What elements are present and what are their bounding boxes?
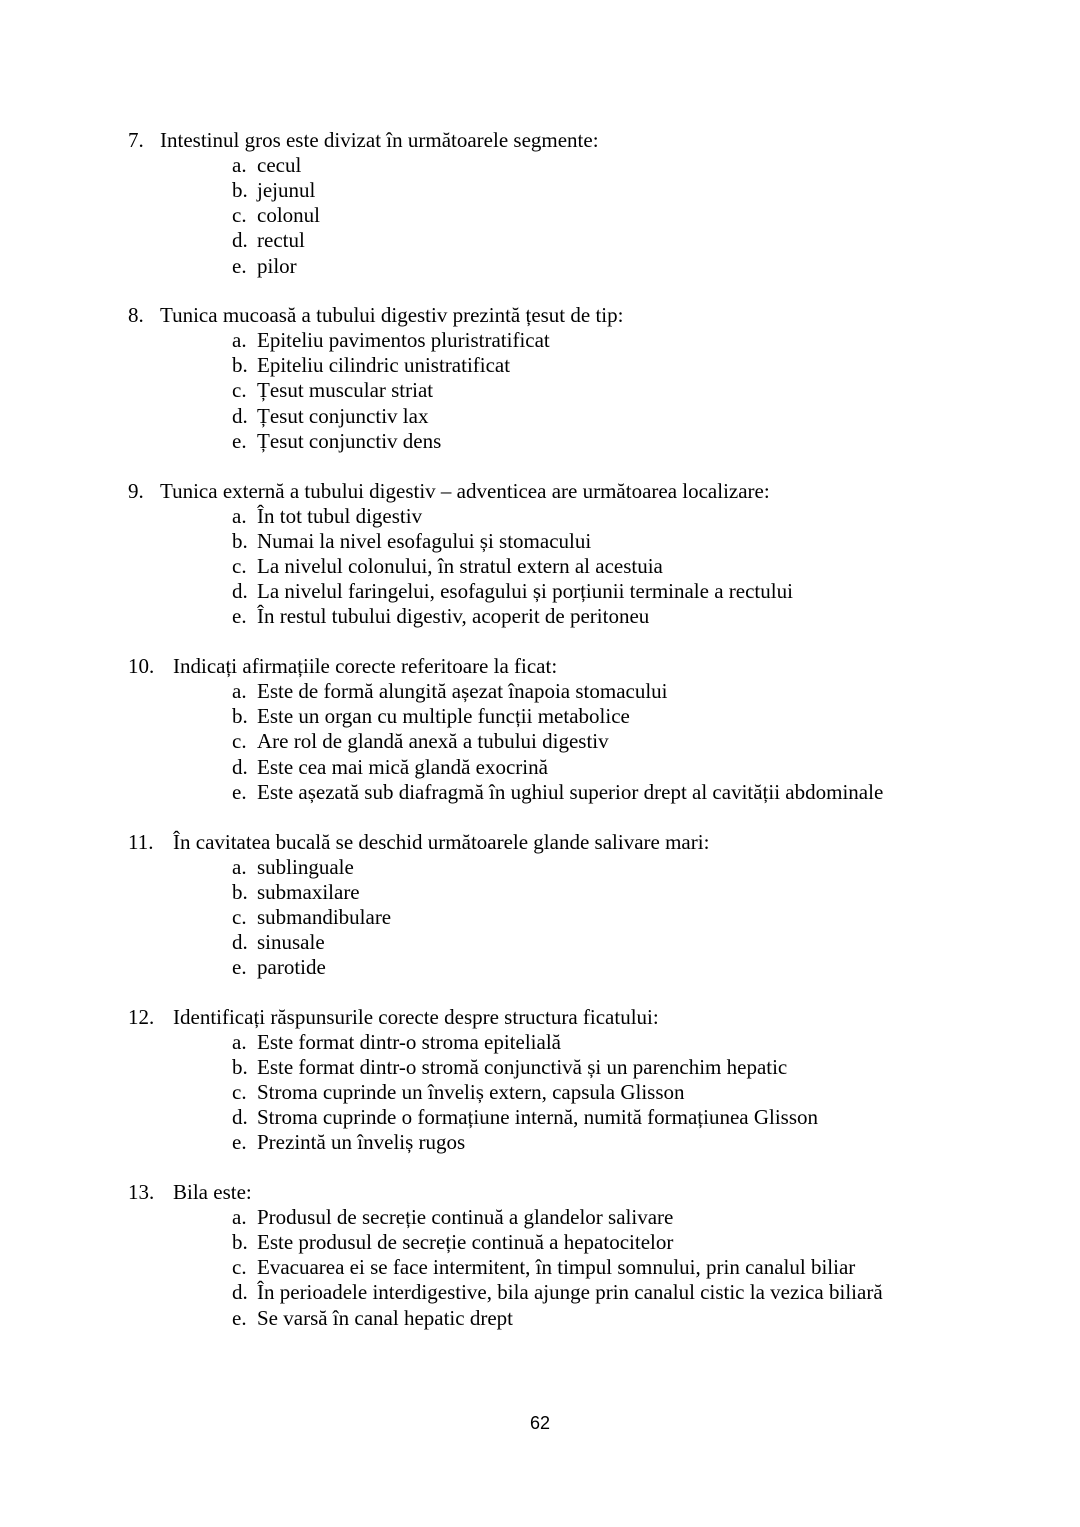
option-9e (232, 604, 649, 629)
option-7a (232, 153, 301, 178)
question-text: Tunica externă a tubului digestiv – adventicea are următoarea localizare: (160, 479, 770, 503)
option-text: În tot tubul digestiv (257, 504, 423, 528)
option-10b (232, 704, 630, 729)
option-letter: c. (232, 203, 247, 227)
option-8c (232, 378, 433, 403)
option-letter: c. (232, 1080, 247, 1104)
option-letter: e. (232, 429, 247, 453)
question-number: 8. (128, 303, 144, 327)
question-text: Indicați afirmațiile corecte referitoare la ficat: (173, 654, 558, 678)
option-letter: c. (232, 729, 247, 753)
option-text: În restul tubului digestiv, acoperit de peritoneu (257, 604, 650, 628)
option-text: sublinguale (257, 855, 354, 879)
option-11e (232, 955, 326, 980)
option-12e (232, 1130, 465, 1155)
option-8b (232, 353, 510, 378)
option-text: Stroma cuprinde un înveliș extern, capsula Glisson (257, 1080, 685, 1104)
option-letter: b. (232, 178, 248, 202)
option-11b (232, 880, 360, 905)
option-text: Se varsă în canal hepatic drept (257, 1306, 513, 1330)
question-text: Tunica mucoasă a tubului digestiv prezintă țesut de tip: (160, 303, 624, 327)
option-letter: e. (232, 1306, 247, 1330)
option-letter: a. (232, 855, 247, 879)
option-text: Este format dintr-o stroma epitelială (257, 1030, 561, 1054)
option-text: Este format dintr-o stromă conjunctivă și un parenchim hepatic (257, 1055, 788, 1079)
option-13e (232, 1306, 513, 1331)
option-letter: d. (232, 755, 248, 779)
question-number: 11. (128, 830, 154, 854)
option-text: Prezintă un înveliș rugos (257, 1130, 466, 1154)
option-text: Este de formă alungită așezat înapoia stomacului (257, 679, 668, 703)
option-letter: a. (232, 153, 247, 177)
option-text: sinusale (257, 930, 325, 954)
option-text: pilor (257, 254, 297, 278)
option-13a (232, 1205, 673, 1230)
option-letter: e. (232, 604, 247, 628)
option-text: submaxilare (257, 880, 360, 904)
question-text: Identificați răspunsurile corecte despre structura ficatului: (173, 1005, 659, 1029)
option-letter: e. (232, 1130, 247, 1154)
option-letter: b. (232, 704, 248, 728)
question-number: 10. (128, 654, 155, 678)
option-11c (232, 905, 391, 930)
option-letter: b. (232, 1055, 248, 1079)
option-9a (232, 504, 422, 529)
option-13d (232, 1280, 883, 1305)
option-7c (232, 203, 320, 228)
option-text: Epiteliu cilindric unistratificat (257, 353, 511, 377)
option-text: Este cea mai mică glandă exocrină (257, 755, 548, 779)
option-text: Țesut conjunctiv lax (257, 404, 429, 428)
option-letter: a. (232, 504, 247, 528)
option-letter: a. (232, 1205, 247, 1229)
option-letter: d. (232, 404, 248, 428)
option-letter: b. (232, 529, 248, 553)
option-text: Țesut conjunctiv dens (257, 429, 442, 453)
option-9c (232, 554, 663, 579)
option-letter: d. (232, 1105, 248, 1129)
option-text: submandibulare (257, 905, 392, 929)
option-10e (232, 780, 883, 805)
option-11d (232, 930, 325, 955)
option-letter: e. (232, 254, 247, 278)
question-text: Intestinul gros este divizat în următoarele segmente: (160, 128, 599, 152)
option-letter: d. (232, 930, 248, 954)
page-number: 62 (529, 1413, 551, 1433)
option-text: La nivelul colonului, în stratul extern al acestuia (257, 554, 663, 578)
question-text: Bila este: (173, 1180, 252, 1204)
option-letter: a. (232, 328, 247, 352)
option-text: colonul (257, 203, 320, 227)
option-7b (232, 178, 315, 203)
option-text: Numai la nivel esofagului și stomacului (257, 529, 592, 553)
option-letter: b. (232, 1230, 248, 1254)
option-13b (232, 1230, 673, 1255)
question-number: 13. (128, 1180, 155, 1204)
option-letter: a. (232, 1030, 247, 1054)
option-text: Este așezată sub diafragmă în ughiul superior drept al cavității abdominale (257, 780, 884, 804)
option-10d (232, 755, 548, 780)
option-12a (232, 1030, 561, 1055)
option-text: jejunul (257, 178, 316, 202)
option-11a (232, 855, 354, 880)
option-letter: d. (232, 1280, 248, 1304)
option-letter: a. (232, 679, 247, 703)
option-10a (232, 679, 668, 704)
option-letter: c. (232, 1255, 247, 1279)
option-letter: b. (232, 353, 248, 377)
question-number: 12. (128, 1005, 155, 1029)
option-text: cecul (257, 153, 302, 177)
option-text: Epiteliu pavimentos pluristratificat (257, 328, 550, 352)
option-text: Stroma cuprinde o formațiune internă, numită formațiunea Glisson (257, 1105, 819, 1129)
question-number: 7. (128, 128, 144, 152)
option-letter: d. (232, 579, 248, 603)
option-letter: c. (232, 554, 247, 578)
option-9b (232, 529, 591, 554)
option-text: Este un organ cu multiple funcții metabolice (257, 704, 630, 728)
option-letter: c. (232, 905, 247, 929)
option-7d (232, 228, 305, 253)
option-13c (232, 1255, 855, 1280)
option-7e (232, 254, 297, 279)
option-8a (232, 328, 550, 353)
option-8e (232, 429, 441, 454)
option-letter: e. (232, 955, 247, 979)
question-number: 9. (128, 479, 144, 503)
option-12b (232, 1055, 787, 1080)
option-letter: e. (232, 780, 247, 804)
option-text: Este produsul de secreție continuă a hepatocitelor (257, 1230, 674, 1254)
option-letter: d. (232, 228, 248, 252)
option-12d (232, 1105, 818, 1130)
option-text: Evacuarea ei se face intermitent, în timpul somnului, prin canalul biliar (257, 1255, 856, 1279)
option-text: Are rol de glandă anexă a tubului digestiv (257, 729, 609, 753)
option-letter: b. (232, 880, 248, 904)
option-text: Țesut muscular striat (257, 378, 434, 402)
option-10c (232, 729, 609, 754)
option-12c (232, 1080, 685, 1105)
option-text: parotide (257, 955, 326, 979)
option-8d (232, 404, 428, 429)
option-text: rectul (257, 228, 305, 252)
option-text: În perioadele interdigestive, bila ajunge prin canalul cistic la vezica biliară (257, 1280, 883, 1304)
question-text: În cavitatea bucală se deschid următoarele glande salivare mari: (173, 830, 710, 854)
option-9d (232, 579, 793, 604)
option-text: Produsul de secreție continuă a glandelor salivare (257, 1205, 674, 1229)
option-text: La nivelul faringelui, esofagului și porțiunii terminale a rectului (257, 579, 793, 603)
option-letter: c. (232, 378, 247, 402)
